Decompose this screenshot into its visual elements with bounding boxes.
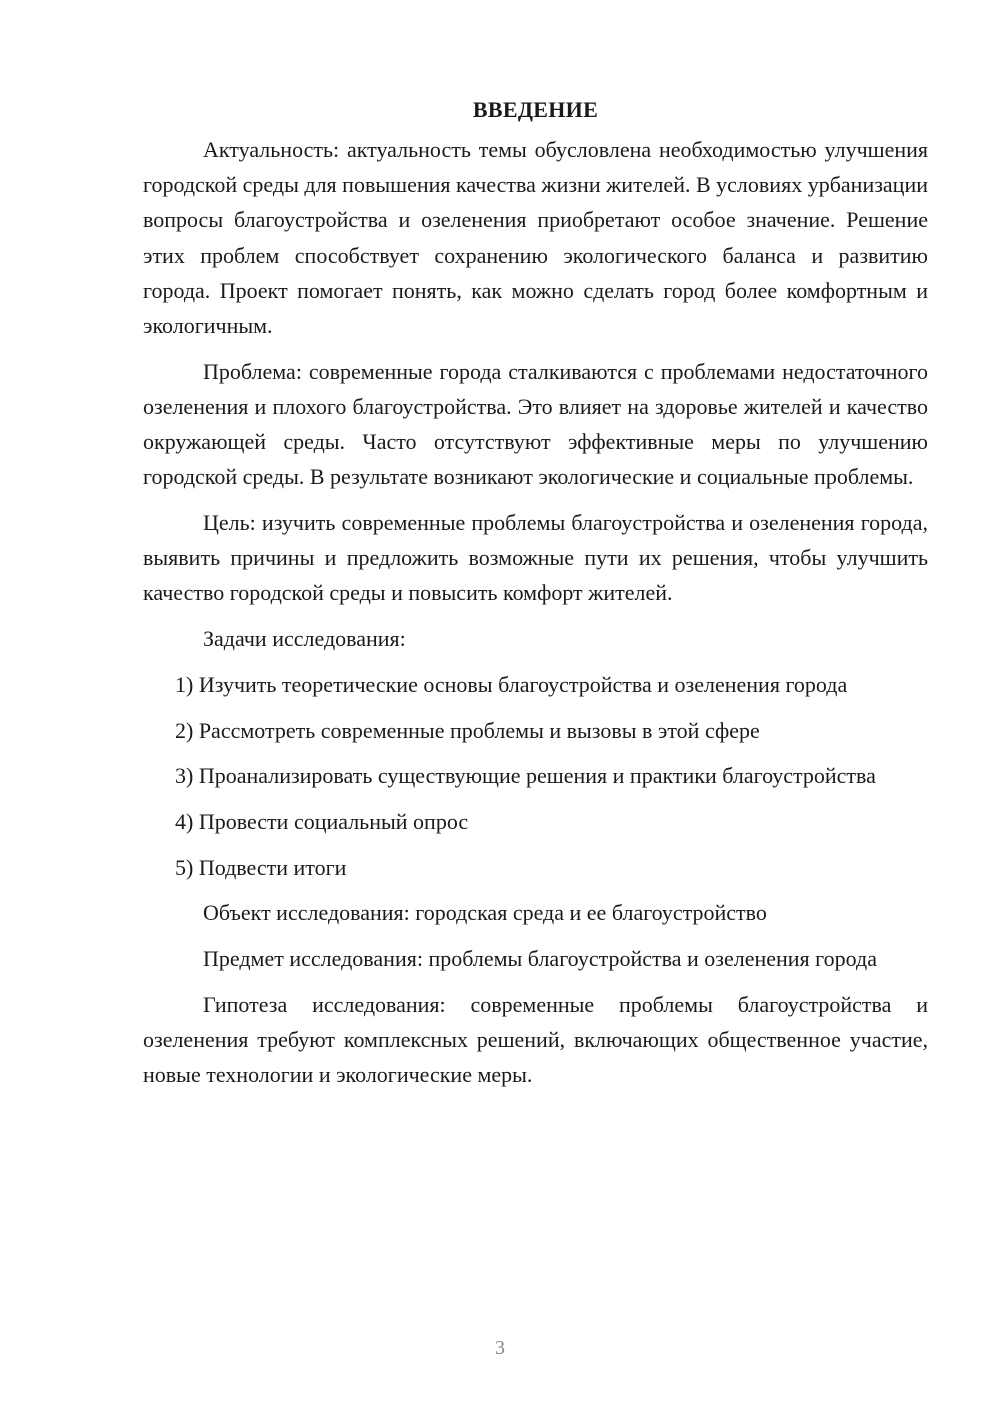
task-item-5: 5) Подвести итоги	[175, 854, 347, 880]
task-item-1: 1) Изучить теоретические основы благоустройства и озеленения города	[175, 671, 848, 697]
hypothesis-paragraph: Гипотеза исследования: современные проблемы благоустройства и озеленения требуют комплексных решений, включающих общественное участие, новые технологии и экологические меры.	[143, 991, 928, 1088]
subject-paragraph: Предмет исследования: проблемы благоустройства и озеленения города	[203, 946, 877, 972]
section-title: ВВЕДЕНИЕ	[472, 97, 599, 122]
problem-paragraph: Проблема: современные города сталкиваются с проблемами недостаточного озеленения и плохого благоустройства. Это влияет на здоровье жителей и качество окружающей среды. Часто отсутствуют эффективные меры по улучшению городской среды. В результате возникают экологические и социальные проблемы.	[143, 358, 928, 490]
task-item-4: 4) Провести социальный опрос	[175, 808, 469, 834]
tasks-heading: Задачи исследования:	[203, 626, 406, 652]
page-number: 3	[495, 1337, 505, 1359]
object-paragraph: Объект исследования: городская среда и ее благоустройство	[203, 900, 767, 926]
goal-paragraph: Цель: изучить современные проблемы благоустройства и озеленения города, выявить причины и предложить возможные пути их решения, чтобы улучшить качество городской среды и повысить комфорт жителей.	[143, 510, 928, 606]
document-page	[143, 92, 928, 1092]
task-item-3: 3) Проанализировать существующие решения и практики благоустройства	[175, 763, 876, 789]
task-item-2: 2) Рассмотреть современные проблемы и вызовы в этой сфере	[175, 717, 760, 743]
relevance-paragraph: Актуальность: актуальность темы обусловлена необходимостью улучшения городской среды для повышения качества жизни жителей. В условиях урбанизации вопросы благоустройства и озеленения приобретают особое значение. Решение этих проблем способствует сохранению экологического баланса и развитию города. Проект помогает понять, как можно сделать город более комфортным и экологичным.	[143, 137, 928, 339]
